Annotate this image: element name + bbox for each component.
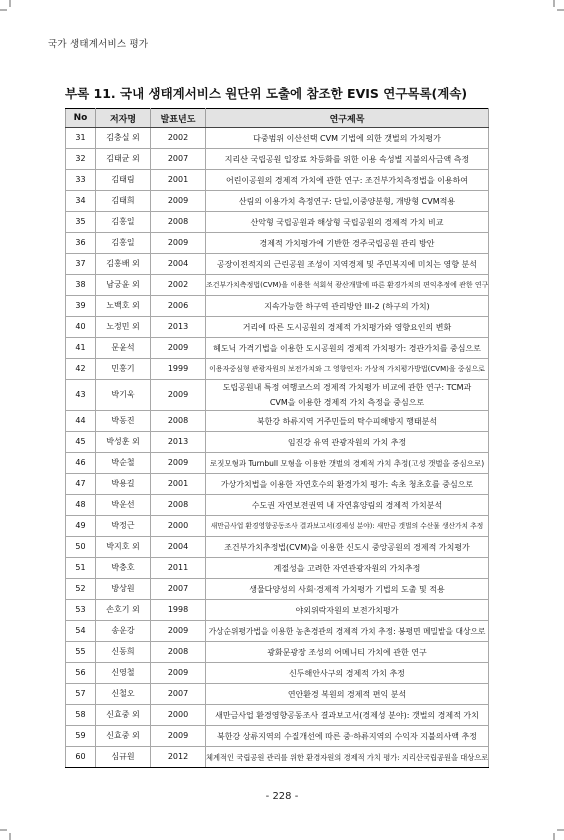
author-text: 김충실 외 bbox=[106, 133, 140, 142]
year-text: 2011 bbox=[167, 563, 189, 572]
year-cell bbox=[151, 453, 206, 474]
title-text: 조건부가치추정법(CVM)을 이용한 신도시 중앙공원의 경제적 가치평가 bbox=[224, 542, 470, 552]
title-cell bbox=[206, 275, 489, 296]
title-cell bbox=[206, 474, 489, 495]
no-cell bbox=[66, 642, 96, 663]
author-text: 방상원 bbox=[111, 584, 135, 593]
author-text: 심규원 bbox=[111, 752, 135, 761]
year-cell bbox=[151, 432, 206, 453]
author-cell bbox=[96, 621, 151, 642]
author-cell bbox=[96, 642, 151, 663]
title-text: 계절성을 고려한 자연관광자원의 가치추정 bbox=[273, 563, 421, 573]
table-row bbox=[66, 558, 489, 579]
author-cell bbox=[96, 747, 151, 768]
title-cell bbox=[206, 642, 489, 663]
author-text: 신철오 bbox=[111, 689, 135, 698]
no-text: 46 bbox=[75, 458, 86, 467]
no-cell bbox=[66, 516, 96, 537]
table-row bbox=[66, 474, 489, 495]
year-text: 2002 bbox=[167, 133, 189, 142]
title-cell bbox=[206, 705, 489, 726]
author-cell bbox=[96, 705, 151, 726]
year-cell bbox=[151, 359, 206, 380]
no-cell bbox=[66, 212, 96, 233]
no-cell bbox=[66, 233, 96, 254]
author-text: 박순철 bbox=[111, 458, 135, 467]
no-text: 35 bbox=[75, 217, 86, 226]
table-row bbox=[66, 411, 489, 432]
author-text: 김태희 bbox=[111, 196, 135, 205]
table-row bbox=[66, 191, 489, 212]
title-text: 생물다양성의 사회·경제적 가치평가 기법의 도출 및 적용 bbox=[249, 584, 445, 594]
year-text: 2008 bbox=[167, 500, 189, 509]
author-text: 박용길 bbox=[111, 479, 135, 488]
no-text: 53 bbox=[75, 605, 86, 614]
no-cell bbox=[66, 411, 96, 432]
year-cell bbox=[151, 128, 206, 149]
no-cell bbox=[66, 726, 96, 747]
year-text: 1998 bbox=[167, 605, 189, 614]
author-cell bbox=[96, 600, 151, 621]
title-cell bbox=[206, 495, 489, 516]
running-header: 국가 생태계서비스 평가 bbox=[48, 39, 149, 50]
title-text: 연안환경 복원의 경제적 편익 분석 bbox=[287, 689, 407, 699]
no-text: 39 bbox=[75, 301, 86, 310]
title-cell bbox=[206, 128, 489, 149]
author-cell bbox=[96, 380, 151, 411]
column-header-year: 발표년도 bbox=[151, 109, 206, 128]
author-text: 김홍배 외 bbox=[106, 259, 140, 268]
table-row bbox=[66, 600, 489, 621]
no-cell bbox=[66, 558, 96, 579]
title-cell bbox=[206, 663, 489, 684]
author-cell bbox=[96, 411, 151, 432]
year-cell bbox=[151, 149, 206, 170]
title-text: 지속가능한 하구역 관리방안 III-2 (하구의 가치) bbox=[264, 301, 430, 311]
no-cell bbox=[66, 684, 96, 705]
title-cell bbox=[206, 317, 489, 338]
no-text: 31 bbox=[75, 133, 86, 142]
year-cell bbox=[151, 254, 206, 275]
author-text: 노정민 외 bbox=[106, 322, 140, 331]
author-cell bbox=[96, 726, 151, 747]
no-cell bbox=[66, 359, 96, 380]
author-text: 김홍일 bbox=[111, 238, 135, 247]
title-cell bbox=[206, 170, 489, 191]
year-text: 2004 bbox=[167, 542, 189, 551]
author-text: 문윤석 bbox=[111, 343, 135, 352]
year-cell bbox=[151, 411, 206, 432]
no-text: 41 bbox=[75, 343, 86, 352]
year-cell bbox=[151, 380, 206, 411]
no-cell bbox=[66, 474, 96, 495]
no-text: 40 bbox=[75, 322, 86, 331]
author-cell bbox=[96, 495, 151, 516]
table-row bbox=[66, 149, 489, 170]
no-text: 37 bbox=[75, 259, 86, 268]
table-row bbox=[66, 453, 489, 474]
table-row bbox=[66, 621, 489, 642]
author-cell bbox=[96, 191, 151, 212]
table-header bbox=[66, 109, 489, 128]
year-text: 2009 bbox=[167, 458, 189, 467]
appendix-title: 부록 11. 국내 생태계서비스 원단위 도출에 참조한 EVIS 연구목록(계속) bbox=[65, 86, 468, 101]
title-text: 이용자중심형 관광자원의 보전가치와 그 영향인자: 가상적 가치평가방법(CVM)을 중심으로 bbox=[209, 364, 485, 373]
no-cell bbox=[66, 338, 96, 359]
no-text: 47 bbox=[75, 479, 86, 488]
no-cell bbox=[66, 128, 96, 149]
table-row bbox=[66, 663, 489, 684]
title-cell bbox=[206, 191, 489, 212]
year-text: 2009 bbox=[167, 668, 189, 677]
column-header-title: 연구제목 bbox=[206, 109, 489, 128]
table-row bbox=[66, 726, 489, 747]
author-cell bbox=[96, 474, 151, 495]
title-cell bbox=[206, 338, 489, 359]
year-cell bbox=[151, 233, 206, 254]
year-text: 2013 bbox=[167, 322, 189, 331]
year-text: 2008 bbox=[167, 416, 189, 425]
no-cell bbox=[66, 317, 96, 338]
no-text: 38 bbox=[75, 280, 86, 289]
year-cell bbox=[151, 705, 206, 726]
title-cell bbox=[206, 296, 489, 317]
table-row bbox=[66, 495, 489, 516]
no-cell bbox=[66, 170, 96, 191]
author-text: 신영철 bbox=[111, 668, 135, 677]
no-cell bbox=[66, 149, 96, 170]
author-text: 김태균 외 bbox=[106, 154, 140, 163]
year-text: 2007 bbox=[167, 154, 189, 163]
author-text: 박충호 bbox=[111, 563, 135, 572]
year-cell bbox=[151, 726, 206, 747]
title-text: 산림의 이용가치 측정연구: 단일,이중양분형, 개방형 CVM적용 bbox=[238, 196, 456, 206]
no-text: 54 bbox=[75, 626, 86, 635]
no-text: 55 bbox=[75, 647, 86, 656]
title-cell bbox=[206, 537, 489, 558]
title-text: 거리에 따른 도시공원의 경제적 가치평가와 영향요인의 변화 bbox=[242, 322, 452, 332]
title-cell bbox=[206, 149, 489, 170]
title-text: 신두해안사구의 경제적 가치 추정 bbox=[289, 668, 405, 678]
year-cell bbox=[151, 642, 206, 663]
year-cell bbox=[151, 621, 206, 642]
year-cell bbox=[151, 684, 206, 705]
year-text: 1999 bbox=[167, 364, 189, 373]
table-row bbox=[66, 747, 489, 768]
year-text: 2009 bbox=[167, 238, 189, 247]
author-text: 민홍기 bbox=[111, 364, 135, 373]
year-cell bbox=[151, 537, 206, 558]
author-cell bbox=[96, 254, 151, 275]
table-row bbox=[66, 296, 489, 317]
author-cell bbox=[96, 432, 151, 453]
title-cell bbox=[206, 212, 489, 233]
title-cell bbox=[206, 600, 489, 621]
year-text: 2001 bbox=[167, 175, 189, 184]
year-text: 2009 bbox=[167, 731, 189, 740]
column-header-author: 저자명 bbox=[96, 109, 151, 128]
title-text: 가상순위평가법을 이용한 농촌경관의 경제적 가치 추정: 봉평면 메밀밭을 대상으로 bbox=[208, 626, 486, 636]
title-text: 공장이전적지의 근린공원 조성이 지역경제 및 주민복지에 미치는 영향 분석 bbox=[217, 259, 477, 269]
no-cell bbox=[66, 537, 96, 558]
author-text: 노백호 외 bbox=[106, 301, 140, 310]
table-row bbox=[66, 233, 489, 254]
author-cell bbox=[96, 579, 151, 600]
author-text: 김태림 bbox=[111, 175, 135, 184]
author-cell bbox=[96, 359, 151, 380]
no-text: 32 bbox=[75, 154, 86, 163]
year-cell bbox=[151, 338, 206, 359]
title-cell bbox=[206, 726, 489, 747]
year-text: 2012 bbox=[167, 752, 189, 761]
no-cell bbox=[66, 705, 96, 726]
no-text: 33 bbox=[75, 175, 86, 184]
title-text: 북한강 하류지역 거주민들의 탁수피해방지 행태분석 bbox=[256, 416, 438, 426]
title-text: 새만금사업 환경영향공동조사 결과보고서(경제성 분야): 새만금 갯벌의 수산물 생산가치 추정 bbox=[210, 521, 484, 530]
header-row bbox=[66, 109, 489, 128]
table-body bbox=[66, 128, 489, 768]
no-cell bbox=[66, 296, 96, 317]
year-text: 2008 bbox=[167, 217, 189, 226]
no-cell bbox=[66, 254, 96, 275]
year-cell bbox=[151, 747, 206, 768]
title-cell bbox=[206, 621, 489, 642]
year-cell bbox=[151, 579, 206, 600]
title-cell bbox=[206, 684, 489, 705]
table-row bbox=[66, 170, 489, 191]
title-text: 어린이공원의 경제적 가치에 관한 연구: 조건부가치측정법을 이용하여 bbox=[225, 175, 469, 185]
year-text: 2006 bbox=[167, 301, 189, 310]
year-cell bbox=[151, 317, 206, 338]
author-cell bbox=[96, 516, 151, 537]
no-cell bbox=[66, 579, 96, 600]
title-cell bbox=[206, 453, 489, 474]
title-cell bbox=[206, 558, 489, 579]
no-cell bbox=[66, 432, 96, 453]
year-cell bbox=[151, 474, 206, 495]
year-cell bbox=[151, 296, 206, 317]
author-text: 박성훈 외 bbox=[106, 437, 140, 446]
table-row bbox=[66, 579, 489, 600]
author-text: 김홍일 bbox=[111, 217, 135, 226]
no-text: 44 bbox=[75, 416, 86, 425]
no-text: 60 bbox=[75, 752, 86, 761]
year-text: 2008 bbox=[167, 647, 189, 656]
year-cell bbox=[151, 516, 206, 537]
year-text: 2009 bbox=[167, 343, 189, 352]
year-cell bbox=[151, 663, 206, 684]
title-cell bbox=[206, 747, 489, 768]
author-text: 박운선 bbox=[111, 500, 135, 509]
no-text: 59 bbox=[75, 731, 86, 740]
year-text: 2004 bbox=[167, 259, 189, 268]
table-row bbox=[66, 359, 489, 380]
title-cell bbox=[206, 233, 489, 254]
author-cell bbox=[96, 128, 151, 149]
no-text: 51 bbox=[75, 563, 86, 572]
author-cell bbox=[96, 453, 151, 474]
title-text: 체계적인 국립공원 관리를 위한 환경자원의 경제적 가치 평가: 지리산국립공원을 대상으로 bbox=[206, 752, 488, 762]
author-cell bbox=[96, 558, 151, 579]
author-text: 송운강 bbox=[111, 626, 135, 635]
author-cell bbox=[96, 537, 151, 558]
table-row bbox=[66, 254, 489, 275]
author-text: 손호기 외 bbox=[106, 605, 140, 614]
title-cell bbox=[206, 380, 489, 411]
no-cell bbox=[66, 380, 96, 411]
column-header-no: No bbox=[66, 109, 96, 128]
table-row bbox=[66, 516, 489, 537]
title-text: 지리산 국립공원 입장료 차등화를 위한 이용 속성별 지불의사금액 측정 bbox=[224, 154, 470, 164]
no-text: 56 bbox=[75, 668, 86, 677]
author-text: 박정근 bbox=[111, 521, 135, 530]
table-row bbox=[66, 705, 489, 726]
year-text: 2001 bbox=[167, 479, 189, 488]
author-cell bbox=[96, 296, 151, 317]
no-text: 45 bbox=[75, 437, 86, 446]
table-row bbox=[66, 432, 489, 453]
title-cell bbox=[206, 579, 489, 600]
title-text: 산악형 국립공원과 해상형 국립공원의 경제적 가치 비교 bbox=[250, 217, 444, 227]
author-cell bbox=[96, 275, 151, 296]
title-text: 새만금사업 환경영향공동조사 결과보고서(경제성 분야): 갯벌의 경제적 가치 bbox=[215, 710, 479, 720]
table-row bbox=[66, 317, 489, 338]
year-cell bbox=[151, 495, 206, 516]
no-cell bbox=[66, 663, 96, 684]
author-cell bbox=[96, 212, 151, 233]
no-cell bbox=[66, 495, 96, 516]
no-text: 43 bbox=[75, 390, 86, 399]
year-text: 2007 bbox=[167, 584, 189, 593]
no-cell bbox=[66, 453, 96, 474]
author-cell bbox=[96, 149, 151, 170]
title-text: 다중범위 이산선택 CVM 기법에 의한 갯벌의 가치평가 bbox=[253, 133, 441, 143]
author-cell bbox=[96, 317, 151, 338]
table-row bbox=[66, 275, 489, 296]
table-row bbox=[66, 338, 489, 359]
year-text: 2002 bbox=[167, 280, 189, 289]
author-text: 신효중 외 bbox=[106, 710, 140, 719]
no-cell bbox=[66, 621, 96, 642]
table-row bbox=[66, 380, 489, 411]
no-text: 52 bbox=[75, 584, 86, 593]
no-text: 50 bbox=[75, 542, 86, 551]
title-text: 야외위락자원의 보전가치평가 bbox=[295, 605, 399, 615]
year-text: 2007 bbox=[167, 689, 189, 698]
author-cell bbox=[96, 338, 151, 359]
no-text: 57 bbox=[75, 689, 86, 698]
table-row bbox=[66, 128, 489, 149]
year-text: 2000 bbox=[167, 710, 189, 719]
author-cell bbox=[96, 684, 151, 705]
title-text: 수도권 자연보전권역 내 자연휴양림의 경제적 가치분석 bbox=[251, 500, 443, 510]
author-cell bbox=[96, 663, 151, 684]
no-text: 36 bbox=[75, 238, 86, 247]
title-cell bbox=[206, 516, 489, 537]
title-text: 광화문광장 조성의 어메니티 가치에 관한 연구 bbox=[267, 647, 427, 657]
year-cell bbox=[151, 191, 206, 212]
table-row bbox=[66, 684, 489, 705]
title-text: 도립공원내 특정 여행코스의 경제적 가치평가 비교에 관한 연구: TCM과 CVM을 이용한 경제적 가치 측정을 중심으로 bbox=[222, 383, 472, 407]
page-number: - 228 - bbox=[265, 791, 299, 802]
table-row bbox=[66, 642, 489, 663]
table-row bbox=[66, 537, 489, 558]
no-text: 58 bbox=[75, 710, 86, 719]
author-text: 남궁윤 외 bbox=[106, 280, 140, 289]
title-cell bbox=[206, 432, 489, 453]
year-text: 2009 bbox=[167, 390, 189, 399]
title-cell bbox=[206, 254, 489, 275]
year-text: 2013 bbox=[167, 437, 189, 446]
year-text: 2009 bbox=[167, 196, 189, 205]
table-row bbox=[66, 212, 489, 233]
no-cell bbox=[66, 275, 96, 296]
author-cell bbox=[96, 233, 151, 254]
year-text: 2000 bbox=[167, 521, 189, 530]
year-cell bbox=[151, 275, 206, 296]
no-text: 42 bbox=[75, 364, 86, 373]
year-cell bbox=[151, 558, 206, 579]
research-list-table bbox=[65, 108, 489, 768]
title-text: 헤도닉 가격기법을 이용한 도시공원의 경제적 가치평가: 경관가치를 중심으로 bbox=[213, 343, 481, 353]
year-cell bbox=[151, 170, 206, 191]
title-text: 가상가치법을 이용한 자연호수의 환경가치 평가: 속초 청초호를 중심으로 bbox=[220, 479, 474, 489]
no-text: 34 bbox=[75, 196, 86, 205]
title-text: 임진강 유역 관광자원의 가치 추정 bbox=[287, 437, 407, 447]
no-cell bbox=[66, 600, 96, 621]
title-text: 경제적 가치평가에 기반한 경주국립공원 관리 방안 bbox=[259, 238, 435, 248]
no-text: 49 bbox=[75, 521, 86, 530]
title-cell bbox=[206, 359, 489, 380]
year-cell bbox=[151, 600, 206, 621]
title-text: 북한강 상류지역의 수질개선에 따른 중·하류지역의 수익자 지불의사액 추정 bbox=[217, 731, 477, 741]
year-cell bbox=[151, 212, 206, 233]
author-text: 신동희 bbox=[111, 647, 135, 656]
author-text: 박동진 bbox=[111, 416, 135, 425]
author-text: 박지호 외 bbox=[106, 542, 140, 551]
no-cell bbox=[66, 191, 96, 212]
author-cell bbox=[96, 170, 151, 191]
author-text: 박기욱 bbox=[111, 390, 135, 399]
no-text: 48 bbox=[75, 500, 86, 509]
author-text: 신효중 외 bbox=[106, 731, 140, 740]
title-text: 조건부가치측정법(CVM)을 이용한 석회석 광산개발에 따른 환경가치의 편익추정에 관한 연구 bbox=[206, 280, 488, 289]
title-text: 로짓모형과 Turnbull 모형을 이용한 갯벌의 경제적 가치 추정(고성 갯벌을 중심으로) bbox=[209, 458, 485, 468]
no-cell bbox=[66, 747, 96, 768]
year-text: 2009 bbox=[167, 626, 189, 635]
title-cell bbox=[206, 411, 489, 432]
